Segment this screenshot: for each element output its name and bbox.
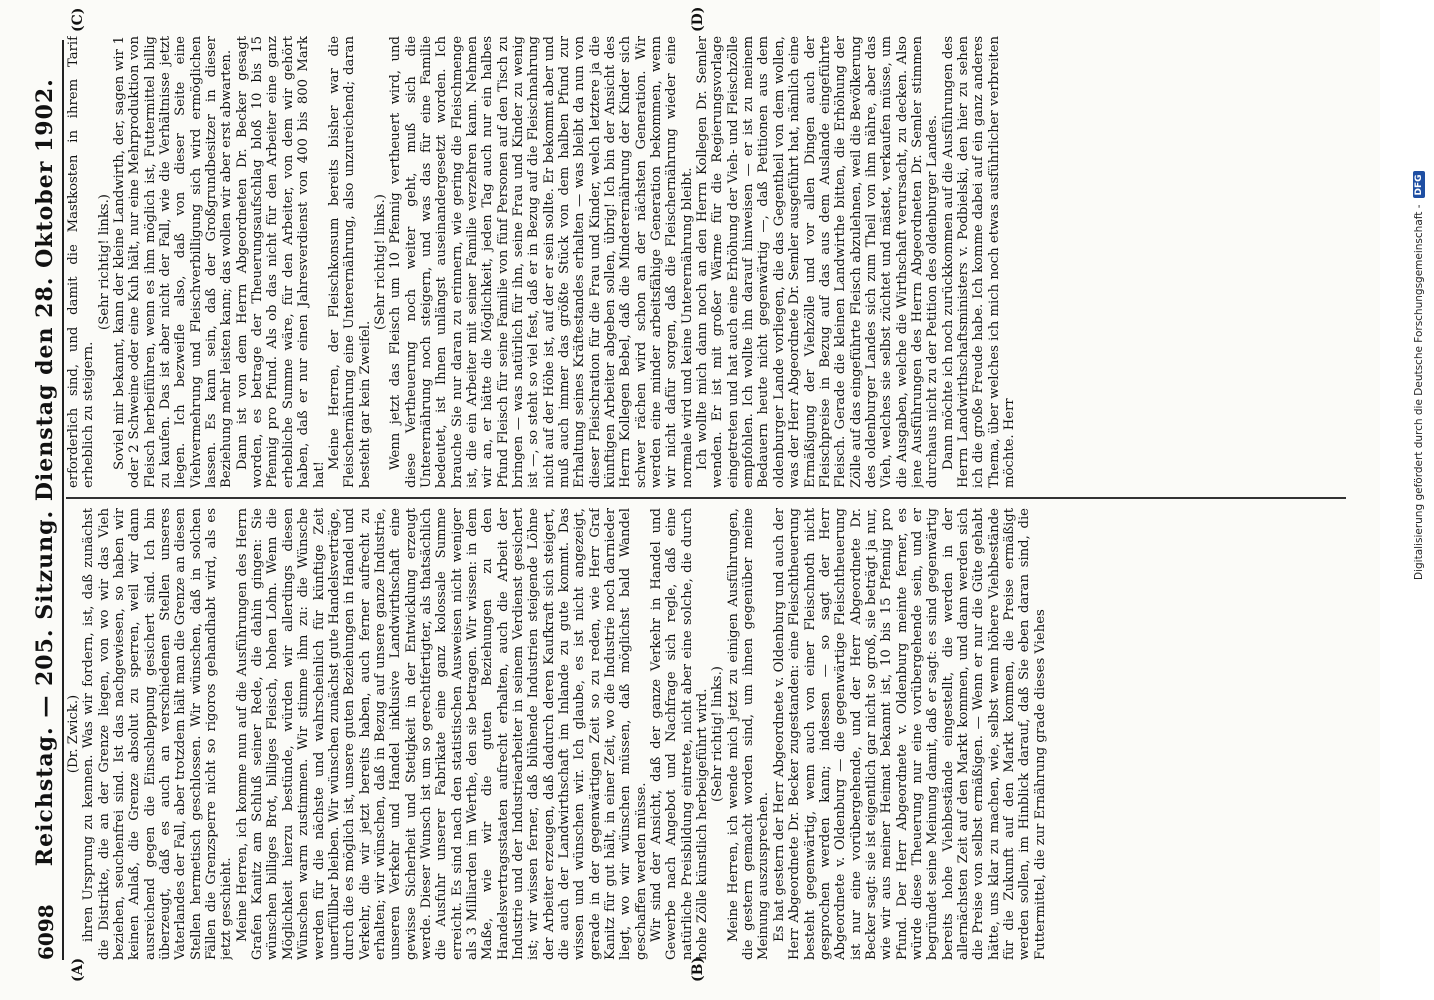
- margin-marker-b: (B): [690, 956, 706, 982]
- paragraph: Es hat gestern der Herr Abgeordnete v. Oldenburg und auch der Herr Abgeordnete Dr. Becker zugestanden: eine Fleischtheuerung besteht gegenwärtig, wenn auch von einer Fleischnoth nicht gesprochen werden kann; indessen — so sagt der Herr Abgeordnete v. Oldenburg — die gegenwärtige Fleischtheuerung ist nur eine vorübergehende, und der Herr Abgeordnete Dr. Becker sagt: sie ist eigentlich gar nicht so groß, sie beträgt ja nur, wie wir aus meiner Heimat bekannt ist, 10 bis 15 Pfennig pro Pfund. Der Herr Abgeordnete v. Oldenburg meinte ferner, es würde diese Theuerung nur eine vorübergehende sein, und er begründet seine Meinung damit, daß er sagt: es sind gegenwärtig bereits hohe Viehbestände eingestellt, die werden in der allernächsten Zeit auf den Markt kommen, und dann werden sich die Preise von selbst ermäßigen. — Wenn er nur die Güte gehabt hätte, uns klar zu machen, wie, selbst wenn höhere Viehbestände für die Zukunft auf den Markt kommen, die Preise ermäßigt werden sollen, im Hinblick darauf, daß Sie eben daran sind, die Futtermittel, die zur Ernährung grade dieses Viehes: [771, 508, 1048, 960]
- paragraph: Dann ist von dem Herrn Abgeordneten Dr. Becker gesagt worden, es betrage der Theuerungsaufschlag bloß 10 bis 15 Pfennig pro Pfund. Als ob das nicht für den Arbeiter eine ganz erhebliche Summe wäre, für den Arbeiter, von dem wir gehört haben, daß er nur einen Jahresverdienst von 400 bis 800 Mark hat!: [234, 36, 327, 488]
- paragraph: Wenn jetzt das Fleisch um 10 Pfennig vertheuert wird, und diese Vertheuerung noch weiter geht, muß sich die Unterernährung noch steigern, und was das für eine Familie bedeutet, ist Ihnen unlängst auseinandergesetzt worden. Ich brauche Sie nur daran zu erinnern, wie gering die Fleischmenge ist, die ein Arbeiter mit seiner Familie verzehren kann. Nehmen wir an, er hätte die Möglichkeit, jeden Tag auch nur ein halbes Pfund Fleisch für seine Familie von fünf Personen auf den Tisch zu bringen — was natürlich für ihn, seine Frau und Kinder zu wenig ist —, so steht so viel fest, daß er in Bezug auf die Fleischnahrung nicht auf der Höhe ist, auf der er sein sollte. Er bekommt aber und muß auch immer das größte Stück von dem halben Pfund zur Erhaltung seines Kräftestandes erhalten — was bleibt da nun von dieser Fleischration für die Frau und Kinder, welch letztere ja die künftigen Arbeiter abgeben sollen, übrig! Ich bin der Ansicht des Herrn Kollegen Bebel, daß die Minderernährung der Kinder sich schwer rächen wird schon an der nächsten Generation. Wir werden eine minder arbeitsfähige Generation bekommen, wenn wir nicht dafür sorgen, daß die Fleischernährung wieder eine normale wird und keine Unterernährung bleibt.: [388, 36, 695, 488]
- margin-marker-c: (C): [70, 7, 86, 32]
- right-column: [66, 36, 1350, 488]
- paragraph: Soviel mir bekannt, kann der kleine Landwirth, der, sagen wir 1 oder 2 Schweine oder eine Kuh hält, nur eine Mehrproduktion von Fleisch herbeiführen, wenn es ihm möglich ist, Futtermittel billig zu kaufen. Das ist aber nicht der Fall, wie die Verhältnisse jetzt liegen. Ich bezweifle also, daß von dieser Seite eine Viehvermehrung und Fleischverbilligung sich wird ermöglichen lassen. Es kann sein, daß der Großgrundbesitzer in dieser Beziehung mehr leisten kann; das wollen wir aber erst abwarten.: [112, 36, 235, 488]
- applause-note: (Sehr richtig! links.): [96, 194, 112, 330]
- credit-text: Digitalisierung gefördert durch die Deutsche Forschungsgemeinschaft -: [1413, 204, 1425, 580]
- page-number: 6098: [34, 904, 58, 960]
- paragraph: Meine Herren, der Fleischkonsum bereits bisher war die Fleischernährung eine Unterernährung, also unzureichend; daran besteht gar kein Zweifel.: [326, 36, 373, 488]
- page-header: [22, 40, 64, 960]
- running-head: Reichstag. — 205. Sitzung. Dienstag den 28. Oktober 1902.: [32, 78, 58, 867]
- paragraph: Meine Herren, ich wende mich jetzt zu einigen Ausführungen, die gestern gemacht worden sind, um ihnen gegenüber meine Meinung auszusprechen.: [725, 508, 772, 960]
- applause-note: (Sehr richtig! links.): [710, 666, 726, 802]
- margin-marker-d: (D): [690, 6, 706, 32]
- dfg-logo: DFG: [1413, 171, 1425, 198]
- paragraph: ihren Ursprung zu kennen. Was wir fordern, ist, daß zunächst die Distrikte, die an der Grenze liegen, von wo wir das Vieh beziehen, seuchenfrei sind. Ist das nachgewiesen, so haben wir keinen Anlaß, die Grenze absolut zu sperren, weil wir dann ausreichend gegen die Einschleppung gesichert sind. Ich bin überzeugt, daß es auch an verschiedenen Stellen unseres Vaterlandes der Fall, aber trotzdem hält man die Grenze an diesen Stellen hermetisch geschlossen. Wir wünschen, daß in solchen Fällen die Grenzsperre nicht so rigoros gehandhabt wird, als es jetzt geschieht.: [81, 508, 235, 960]
- column-divider: [66, 498, 1346, 500]
- applause-note: (Sehr richtig! links.): [372, 194, 388, 330]
- digitization-credit: [1408, 0, 1430, 1000]
- paragraph: Dann möchte ich noch zurückkommen auf die Ausführungen des Herrn Landwirthschaftsministers v. Podbielski, den hier zu sehen ich die große Freude habe. Ich komme dabei auf ein ganz anderes Thema, über welches ich mich noch etwas ausführlicher verbreiten möchte. Herr: [940, 36, 1017, 488]
- paragraph: Meine Herren, ich komme nun auf die Ausführungen des Herrn Grafen Kanitz am Schluß seiner Rede, die dahin gingen: Sie wünschen billiges Brot, billiges Fleisch, hohen Lohn. Wenn die Möglichkeit hierzu bestünde, würden wir allerdings diesen Wünschen warm zustimmen. Wir stimme ihm zu: die Wünsche werden für die nächste und wahrscheinlich für künftige Zeit unerfüllbar bleiben. Wir wünschen zunächst gute Handelsverträge, durch die es möglich ist, unsere guten Beziehungen in Handel und Verkehr, die wir jetzt bereits haben, auch ferner aufrecht zu erhalten; wir wünschen, daß in Bezug auf unsere ganze Industrie, unseren Verkehr und Handel inklusive Landwirthschaft eine gewisse Sicherheit und Stetigkeit in der Entwicklung erzeugt werde. Dieser Wunsch ist um so gerechtfertigter, als thatsächlich die Ausfuhr unserer Fabrikate eine ganz kolossale Summe erreicht. Es sind nach den statistischen Ausweisen nicht weniger als 3 Milliarden im Werthe, den sie betragen. Wir wissen: in dem Maße, wie wir die guten Beziehungen zu den Handelsvertragsstaaten aufrecht erhalten, auch die Arbeit der Industrie und der Industriearbeiter in seinem Verdienst gesichert ist; wir wissen ferner, daß blühende Industrien steigende Löhne der Arbeiter erzeugen, daß dadurch deren Kaufkraft sich steigert, die auch der Landwirthschaft im Inlande zu gute kommt. Das wissen und wünschen wir. Ich glaube, es ist nicht angezeigt, gerade in der gegenwärtigen Zeit so zu reden, wie Herr Graf Kanitz für gut hält, in einer Zeit, wo die Industrie noch darnieder liegt, wo wir wünschen müssen, daß möglichst bald Wandel geschaffen werden müsse.: [234, 508, 649, 960]
- paragraph: Wir sind der Ansicht, daß der ganze Verkehr in Handel und Gewerbe nach Angebot und Nachfrage sich regle, daß eine natürliche Preisbildung eintrete, nicht aber eine solche, die durch hohe Zölle künstlich herbeigeführt wird.: [649, 508, 711, 960]
- paragraph: erforderlich sind, und damit die Mastkosten in ihrem Tarif erheblich zu steigern.: [66, 36, 97, 488]
- paragraph: Ich wollte mich dann noch an den Herrn Kollegen Dr. Semler wenden. Er ist mit großer Wärme für die Regierungsvorlage eingetreten und hat auch eine Erhöhung der Vieh- und Fleischzölle empfohlen. Ich wollte ihn darauf hinweisen — er ist zu meinem Bedauern heute nicht gegenwärtig —, daß Petitionen aus dem oldenburger Lande vorliegen, die das Gegentheil von dem wollen, was der Herr Abgeordnete Dr. Semler ausgeführt hat, nämlich eine Ermäßigung der Viehzölle und vor allen Dingen auch der Fleischpreise in Bezug auf das aus dem Auslande eingeführte Fleisch. Gerade die kleinen Landwirthe bitten, die Erhöhung der Zölle auf das eingeführte Fleisch abzulehnen, weil die Bevölkerung des oldenburger Landes sich zum Theil von ihm nähre, aber das Vieh, welches sie selbst züchtet und mästet, verkaufen müsse, um die Ausgaben, welche die Wirthschaft verursacht, zu decken. Also jene Ausführungen des Herrn Abgeordneten Dr. Semler stimmen durchaus nicht zu der Petition des oldenburger Landes.: [695, 36, 941, 488]
- speaker-label: (Dr. Zwick.): [66, 694, 81, 774]
- left-column: [66, 508, 1350, 960]
- credit-line: [1408, 0, 1430, 1000]
- margin-marker-a: (A): [70, 957, 86, 982]
